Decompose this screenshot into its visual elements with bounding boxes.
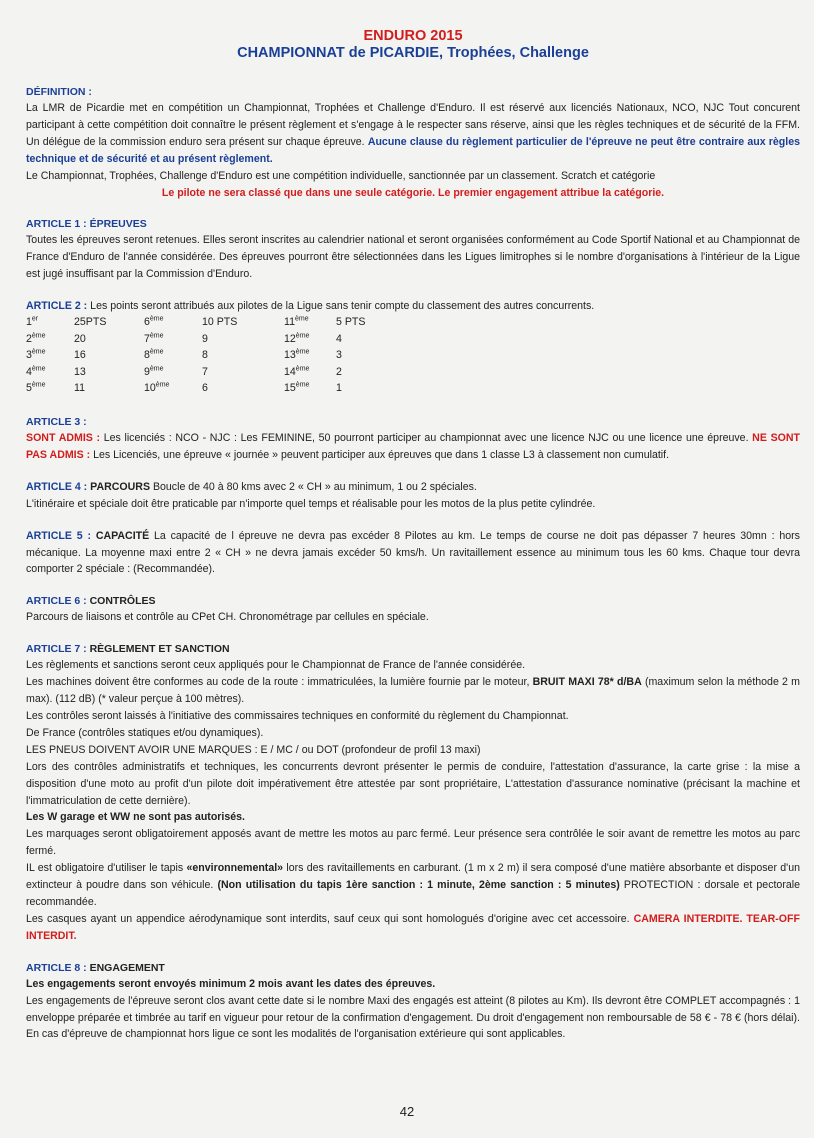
definition-paragraph [26,100,800,168]
article-7-heading: ARTICLE 7 : [26,643,87,656]
points-table [26,316,376,399]
document-title: ENDURO 2015 [363,28,463,44]
definition-bold-clause: Aucune clause du règlement particulier de l'épreuve ne peut être contraire aux règles technique et de sécurité et au présent règlement. [26,135,800,165]
article-2 [26,298,800,399]
non-admis-label: NE SONT PAS ADMIS : [26,432,800,461]
article-5 [26,528,800,579]
article-6 [26,593,800,626]
article-6-text: Parcours de liaisons et contrôle au CPet CH. Chronométrage par cellules en spéciale. [26,611,429,624]
article-7: ARTICLE 7 : RÈGLEMENT ET SANCTION Les règlements et sanctions seront ceux appliqués pour le Championnat de France de l'année considérée. Les machines doivent être conformes au code de la route : immatriculées, la lumière fournie par le moteur, BRUIT MAXI 78* d/BA (maximum selon la méthode 2 m max). (112 dB) (* valeur perçue à 100 mètres). Les contrôles seront laissés à l'initiative des commissaires techniques en conformité du règlement du Championnat. De France (contrôles statiques et/ou dynamiques). LES PNEUS DOIVENT AVOIR UNE MARQUES : E / MC / ou DOT (profondeur de profil 13 maxi) Lors des contrôles administratifs et techniques, les concurrents devront présenter le permis de conduire, l'attestation d'assurance, la carte grise : la mise a disposition d'une moto au profit d'un pilote doit impérativement être attestée par sont propriétaire, L'attestation d'assurance nominative (précisant la machine et l'immatriculation de cette dernière). Les W garage et WW ne sont pas autorisés. Les marquages seront obligatoirement apposés avant de mettre les motos au parc fermé. Leur présence sera contrôlée le soir avant de remettre les motos au parc fermé. IL est obligatoire d'utiliser le tapis «environnemental» lors des ravitaillements en carburant. (1 m x 2 m) il sera composé d'une matière absorbante et disposer d'un extincteur à poudre dans son véhicule. (Non utilisation du tapis 1ère sanction : 1 minute, 2ème sanction : 5 minutes) PROTECTION : dorsale et pectorale recommandée. Les casques ayant un appendice aérodynamique sont interdits, sauf ceux qui sont homologués d'origine avec cet accessoire. CAMERA INTERDITE. TEAR-OFF INTERDIT. [26,643,800,942]
article-1-heading: ARTICLE 1 : ÉPREUVES [26,218,147,231]
definition-heading: DÉFINITION : [26,86,92,98]
article-7-title: ARTICLE 7 : RÈGLEMENT ET SANCTION [26,643,230,656]
article-4-heading: ARTICLE 4 : [26,480,88,493]
points-row: 4ème 13 9ème 7 14ème 2 [26,365,342,378]
camera-interdite-note: CAMERA INTERDITE. TEAR-OFF INTERDIT. [26,912,800,942]
article-5-text: ARTICLE 5 : CAPACITÉ La capacité de l épreuve ne devra pas excéder 8 Pilotes au km. Le temps de course ne doit pas dépasser 7 heures 30mn : hors mécanique. La moyenne maxi entre 2 « CH » ne devra jamais excéder 50 kms/h. Un ravitaillement essence au minimum tous les 60 kms. Chaque tour devra comporter 2 spéciale : (Recommandée). [26,529,800,576]
points-row: 1er 25PTS 6ème 10 PTS 11ème 5 PTS [26,315,366,329]
article-2-text: Les points seront attribués aux pilotes de la Ligue sans tenir compte du classement des autres concurrents. [90,300,595,313]
admis-label: SONT ADMIS : [26,432,101,445]
article-8: ARTICLE 8 : ENGAGEMENT Les engagements seront envoyés minimum 2 mois avant les dates des épreuves. Les engagements de l'épreuve seront clos avant cette date si le nombre Maxi des engagés est atteint (8 pilotes au Km). Ils devront être COMPLET accompagnés : 1 enveloppe préparée et timbrée au tarif en vigueur pour retour de la confirmation d'engagement. Du droit d'engagement non remboursable de 58 € - 78 € (hors délai). En cas d'épreuve de championnat hors ligue ce sont les modalités de l'organisation extérieure qui sont applicables. [26,961,800,1041]
definition-paragraph-2: Le Championnat, Trophées, Challenge d'Enduro est une compétition individuelle, sanctionnée par un classement. Scratch et catégorie [26,169,656,182]
article-1-text: Toutes les épreuves seront retenues. Elles seront inscrites au calendrier national et seront organisées conformément au Code Sportif National et au Championnat de France d'Enduro de l'année considérée. Des épreuves pourront être sélectionnées dans les Ligues limitrophes si le nombre d'organisations à l'intérieur de la Ligue est jugé insuffisant par la Commission d'Enduro. [26,234,800,281]
article-3 [26,414,800,464]
article-2-intro [26,298,800,315]
article-5-heading: ARTICLE 5 : [26,529,91,542]
article-8-heading: ARTICLE 8 : [26,961,87,974]
article-4-text: ARTICLE 4 : PARCOURS Boucle de 40 à 80 kms avec 2 « CH » au minimum, 1 ou 2 spéciales. [26,480,477,493]
points-row: 3ème 16 8ème 8 13ème 3 [26,348,342,362]
points-row: 5ème 11 10ème 6 15ème 1 [26,381,342,395]
article-3-heading: ARTICLE 3 : [26,416,87,429]
points-row: 2ème 20 7ème 9 12ème 4 [26,332,342,345]
article-4-text-2: L'itinéraire et spéciale doit être praticable par n'importe quel temps et réalisable pour les motos de la plus petite cylindrée. [26,497,596,510]
article-1 [26,216,800,283]
definition-red-note: Le pilote ne sera classé que dans une seule catégorie. Le premier engagement attribue la catégorie. [161,186,665,199]
article-4 [26,479,800,513]
definition-section [26,84,800,201]
article-3-text: SONT ADMIS : Les licenciés : NCO - NJC : Les FEMININE, 50 pourront participer au championnat avec une licence NJC ou une licence une épreuve. NE SONT PAS ADMIS : Les Licenciés, une épreuve « journée » peuvent participer aux épreuves que dans 1 classe L3 à classement non cumulatif. [26,432,800,461]
article-2-heading: ARTICLE 2 : [26,300,88,313]
page-number: 42 [399,1104,415,1119]
document-subtitle: CHAMPIONNAT de PICARDIE, Trophées, Challenge [237,45,589,61]
article-6-heading: ARTICLE 6 : [26,595,87,608]
definition-text: La LMR de Picardie met en compétition un Championnat, Trophées et Challenge d'Enduro. Il est réservé aux licenciés Nationaux, NCO, NJC Tout concurent participant à cette compétition doit connaître le présent règlement et s'engage à le respecter sans réserve, ainsi que les règles techniques et de sécurité de la FFM. Un délégue de la commission enduro sera présent sur chaque épreuve. [26,102,800,148]
article-8-title: ARTICLE 8 : ENGAGEMENT [26,961,165,974]
document-header [26,28,800,62]
article-6-title: ARTICLE 6 : CONTRÔLES [26,595,156,608]
